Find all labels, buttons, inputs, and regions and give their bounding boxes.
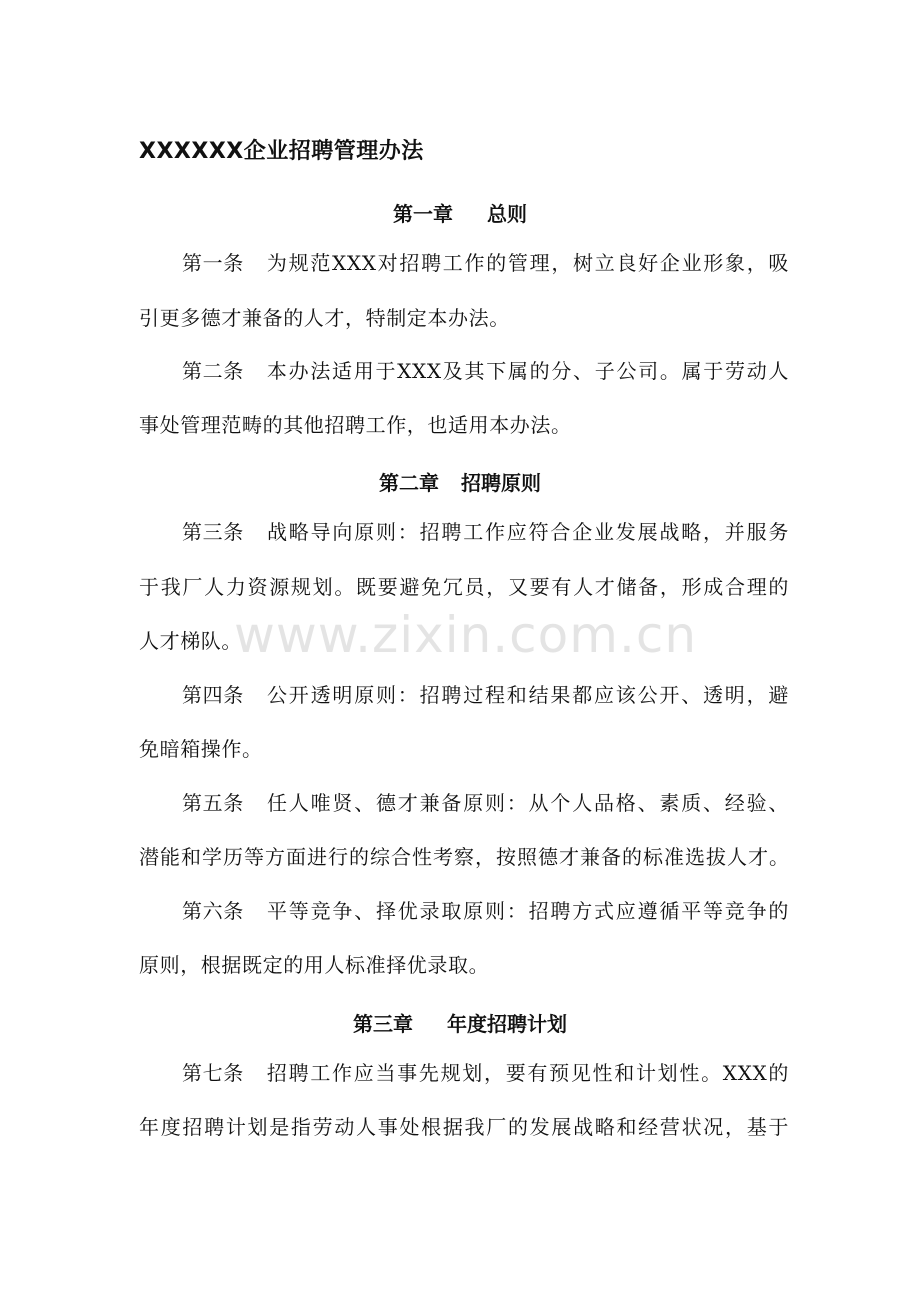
article-1-line-2: 引更多德才兼备的人才，特制定本办法。 xyxy=(139,306,510,330)
article-text: 战略导向原则：招聘工作应符合企业发展战略，并服务 xyxy=(265,520,789,544)
article-6-line-2: 原则，根据既定的用人标准择优录取。 xyxy=(139,953,490,977)
article-1-line-1 xyxy=(182,250,789,276)
article-2-line-1 xyxy=(182,358,789,384)
chapter-number: 第二章 xyxy=(379,471,439,495)
article-text: 公开透明原则：招聘过程和结果都应该公开、透明，避 xyxy=(265,683,789,707)
article-7-line-1 xyxy=(182,1060,789,1086)
chapter-number: 第一章 xyxy=(393,202,453,226)
chapter-name: 年度招聘计划 xyxy=(447,1012,567,1036)
article-3-line-1 xyxy=(182,519,789,545)
article-number: 第七条 xyxy=(182,1061,244,1085)
article-2-line-2: 事处管理范畴的其他招聘工作，也适用本办法。 xyxy=(139,413,572,437)
article-number: 第三条 xyxy=(182,520,244,544)
watermark: www.zixin.com.cn xyxy=(234,606,698,664)
article-number: 第一条 xyxy=(182,251,244,275)
article-6-line-1 xyxy=(182,898,789,924)
article-text: 平等竞争、择优录取原则：招聘方式应遵循平等竞争的 xyxy=(265,899,789,923)
article-5-line-2: 潜能和学历等方面进行的综合性考察，按照德才兼备的标准选拔人才。 xyxy=(139,845,789,869)
article-text: 招聘工作应当事先规划，要有预见性和计划性。XXX的 xyxy=(265,1061,789,1085)
article-number: 第六条 xyxy=(182,899,244,923)
chapter-heading-1 xyxy=(139,198,781,227)
article-7-line-2: 年度招聘计划是指劳动人事处根据我厂的发展战略和经营状况，基于 xyxy=(139,1115,789,1139)
article-3-line-3: 人才梯队。 xyxy=(139,629,242,653)
article-text: 本办法适用于XXX及其下属的分、子公司。属于劳动人 xyxy=(265,359,789,383)
article-3-line-2: 于我厂人力资源规划。既要避免冗员，又要有人才储备，形成合理的 xyxy=(139,575,789,599)
article-number: 第五条 xyxy=(182,791,244,815)
chapter-heading-3 xyxy=(139,1008,781,1037)
article-number: 第二条 xyxy=(182,359,244,383)
chapter-name: 总则 xyxy=(487,202,527,226)
chapter-number: 第三章 xyxy=(353,1012,413,1036)
article-text: 为规范XXX对招聘工作的管理，树立良好企业形象，吸 xyxy=(265,251,789,275)
chapter-heading-2 xyxy=(139,467,781,496)
article-number: 第四条 xyxy=(182,683,244,707)
chapter-name: 招聘原则 xyxy=(461,471,541,495)
article-5-line-1 xyxy=(182,790,789,816)
document-title: XXXXXX企业招聘管理办法 xyxy=(139,139,424,164)
article-text: 任人唯贤、德才兼备原则：从个人品格、素质、经验、 xyxy=(265,791,789,815)
article-4-line-2: 免暗箱操作。 xyxy=(139,737,263,761)
article-4-line-1 xyxy=(182,682,789,708)
